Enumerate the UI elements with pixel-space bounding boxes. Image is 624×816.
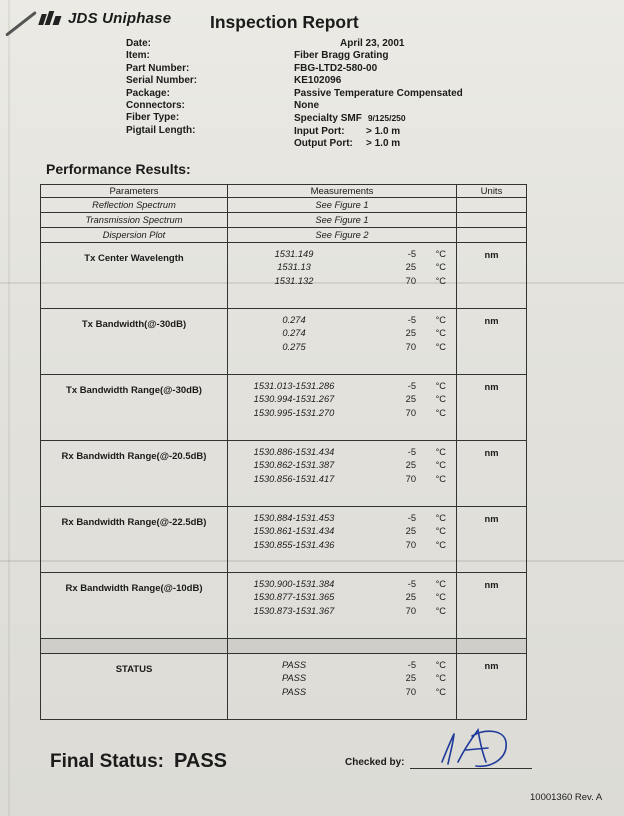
value-fiber-type [294, 112, 463, 125]
measurement-line [228, 459, 456, 473]
temperature-value: 70 [405, 275, 416, 286]
temperature-unit: °C [435, 394, 446, 405]
temperature-value: -5 [407, 446, 416, 457]
parameter-name: Rx Bandwidth Range(@-20.5dB) [41, 441, 228, 507]
measurement-value: 1530.900-1531.384 [253, 578, 335, 589]
measurement-line [228, 538, 456, 552]
value-connectors: None [294, 100, 319, 112]
company-name: JDS Uniphase [68, 10, 172, 27]
header-units: Units [457, 185, 527, 198]
unit-cell: nm [457, 441, 527, 507]
fiber-spec: 9/125/250 [367, 113, 406, 124]
status-value: PASS [281, 673, 307, 684]
measurement-line [228, 406, 456, 420]
label-serial-number: Serial Number: [126, 75, 198, 87]
status-cell [228, 654, 457, 720]
temperature-value: -5 [407, 512, 416, 523]
temperature-unit: °C [435, 526, 446, 537]
final-status-label: Final Status: [50, 751, 165, 772]
temperature-unit: °C [435, 673, 446, 684]
figure-unit [457, 213, 527, 228]
temperature-value: 70 [405, 605, 416, 616]
temperature-value: -5 [407, 578, 416, 589]
temperature-unit: °C [435, 605, 446, 616]
temperature-unit: °C [435, 248, 446, 259]
measurement-line [228, 525, 456, 539]
temperature-unit: °C [435, 446, 446, 457]
measurement-cell [228, 507, 457, 573]
measurement-cell [228, 441, 457, 507]
table-row [41, 441, 527, 507]
measurement-value: 1530.855-1531.436 [253, 539, 335, 550]
measurement-value: 1530.995-1531.270 [253, 407, 335, 418]
input-port-label: Input Port: [294, 125, 345, 137]
measurement-value: 1530.861-1531.434 [253, 526, 335, 537]
table-row [41, 243, 527, 309]
measurement-line [228, 274, 456, 288]
figure-param: Reflection Spectrum [41, 198, 228, 213]
output-port-label: Output Port: [294, 138, 353, 150]
temperature-unit: °C [435, 460, 446, 471]
measurement-cell [228, 309, 457, 375]
unit-cell: nm [457, 507, 527, 573]
final-status-value: PASS [174, 750, 227, 772]
revision-number: 10001360 Rev. A [530, 792, 603, 803]
value-package: Passive Temperature Compensated [294, 87, 463, 99]
temperature-unit: °C [435, 275, 446, 286]
value-date: April 23, 2001 [340, 38, 405, 49]
measurement-value: 1530.886-1531.434 [253, 446, 335, 457]
measurement-value: 1531.13 [277, 262, 311, 273]
status-row [41, 654, 527, 720]
measurement-value: 1531.132 [274, 275, 314, 286]
temperature-value: 70 [405, 539, 416, 550]
input-port-value: > 1.0 m [366, 125, 401, 137]
value-part-number: FBG-LTD2-580-00 [294, 62, 378, 74]
temperature-value: 25 [405, 262, 416, 273]
temperature-unit: °C [435, 539, 446, 550]
figure-param: Transmission Spectrum [41, 213, 228, 228]
temperature-unit: °C [435, 659, 446, 670]
temperature-value: 25 [405, 328, 416, 339]
parameter-name: Rx Bandwidth Range(@-10dB) [41, 573, 228, 639]
measurement-line [228, 393, 456, 407]
label-part-number: Part Number: [126, 62, 190, 74]
measurement-value: 1530.862-1531.387 [253, 460, 335, 471]
status-label: STATUS [41, 654, 228, 720]
measurement-value: 0.274 [282, 328, 306, 339]
company-logo [40, 10, 171, 27]
unit-cell: nm [457, 573, 527, 639]
measurement-value: 1530.884-1531.453 [253, 512, 335, 523]
measurement-line [228, 604, 456, 618]
info-labels [126, 38, 197, 137]
status-value: PASS [281, 686, 307, 697]
parameter-name: Tx Bandwidth Range(@-30dB) [41, 375, 228, 441]
unit-cell: nm [457, 375, 527, 441]
temperature-value: 25 [405, 592, 416, 603]
measurement-line [228, 261, 456, 275]
temperature-value: 70 [405, 686, 416, 697]
measurement-value: 1530.877-1531.365 [253, 592, 335, 603]
figure-reference: See Figure 2 [228, 228, 457, 243]
figure-unit [457, 228, 527, 243]
temperature-unit: °C [435, 314, 446, 325]
status-line [228, 672, 456, 686]
unit-cell: nm [457, 243, 527, 309]
parameter-name: Tx Bandwidth(@-30dB) [41, 309, 228, 375]
output-port-row [294, 138, 463, 150]
status-unit: nm [457, 654, 527, 720]
report-title: Inspection Report [210, 12, 359, 32]
performance-results-table [40, 184, 527, 720]
temperature-value: -5 [407, 314, 416, 325]
figure-unit [457, 198, 527, 213]
temperature-unit: °C [435, 578, 446, 589]
table-row [41, 507, 527, 573]
status-value: PASS [281, 659, 307, 670]
jdsu-logo-icon [40, 11, 62, 27]
temperature-unit: °C [435, 380, 446, 391]
temperature-unit: °C [435, 262, 446, 273]
temperature-value: -5 [407, 659, 416, 670]
label-connectors: Connectors: [126, 100, 185, 112]
temperature-unit: °C [435, 341, 446, 352]
measurement-value: 1530.873-1531.367 [253, 605, 335, 616]
figure-row [41, 213, 527, 228]
measurement-cell [228, 573, 457, 639]
figure-row [41, 198, 527, 213]
measurement-value: 1530.856-1531.417 [253, 473, 335, 484]
temperature-unit: °C [435, 512, 446, 523]
measurement-line [228, 340, 456, 354]
label-pigtail-length: Pigtail Length: [126, 124, 196, 136]
spacer-row [41, 639, 527, 654]
measurement-value: 1531.149 [274, 248, 314, 259]
temperature-value: 25 [405, 394, 416, 405]
measurement-line [228, 313, 456, 327]
temperature-value: 25 [405, 526, 416, 537]
table-header-row [41, 185, 527, 198]
measurement-line [228, 379, 456, 393]
temperature-value: 70 [405, 407, 416, 418]
measurement-value: 1530.994-1531.267 [253, 394, 335, 405]
temperature-unit: °C [435, 592, 446, 603]
paper-edge-shadow [8, 0, 10, 816]
parameter-name: Tx Center Wavelength [41, 243, 228, 309]
performance-results-heading: Performance Results: [46, 161, 191, 177]
measurement-value: 0.275 [282, 341, 306, 352]
temperature-value: -5 [407, 248, 416, 259]
figure-reference: See Figure 1 [228, 213, 457, 228]
figure-param: Dispersion Plot [41, 228, 228, 243]
label-fiber-type: Fiber Type: [126, 112, 180, 124]
header-parameters: Parameters [41, 185, 228, 198]
table-row [41, 375, 527, 441]
measurement-line [228, 577, 456, 591]
measurement-line [228, 327, 456, 341]
measurement-line [228, 511, 456, 525]
fiber-type-name: Specialty SMF [294, 113, 362, 125]
header-measurements: Measurements [228, 185, 457, 198]
temperature-unit: °C [435, 328, 446, 339]
table-row [41, 573, 527, 639]
results-body [41, 198, 527, 720]
temperature-value: 70 [405, 473, 416, 484]
measurement-cell [228, 375, 457, 441]
output-port-value: > 1.0 m [366, 138, 401, 150]
info-values [294, 38, 463, 151]
label-date: Date: [126, 38, 152, 49]
handwritten-signature [428, 722, 518, 772]
input-port-row [294, 126, 463, 138]
figure-row [41, 228, 527, 243]
value-serial-number: KE102096 [294, 75, 342, 87]
status-line [228, 658, 456, 672]
temperature-value: -5 [407, 380, 416, 391]
temperature-unit: °C [435, 473, 446, 484]
status-line [228, 685, 456, 699]
label-item: Item: [126, 50, 150, 62]
temperature-unit: °C [435, 686, 446, 697]
measurement-line [228, 591, 456, 605]
measurement-cell [228, 243, 457, 309]
parameter-name: Rx Bandwidth Range(@-22.5dB) [41, 507, 228, 573]
label-package: Package: [126, 87, 170, 99]
checked-by-label: Checked by: [345, 757, 405, 768]
temperature-unit: °C [435, 407, 446, 418]
measurement-line [228, 247, 456, 261]
value-item: Fiber Bragg Grating [294, 50, 389, 62]
unit-cell: nm [457, 309, 527, 375]
temperature-value: 70 [405, 341, 416, 352]
measurement-line [228, 472, 456, 486]
measurement-line [228, 445, 456, 459]
final-status [50, 750, 227, 773]
table-row [41, 309, 527, 375]
measurement-value: 0.274 [282, 314, 306, 325]
figure-reference: See Figure 1 [228, 198, 457, 213]
temperature-value: 25 [405, 673, 416, 684]
temperature-value: 25 [405, 460, 416, 471]
measurement-value: 1531.013-1531.286 [253, 380, 335, 391]
